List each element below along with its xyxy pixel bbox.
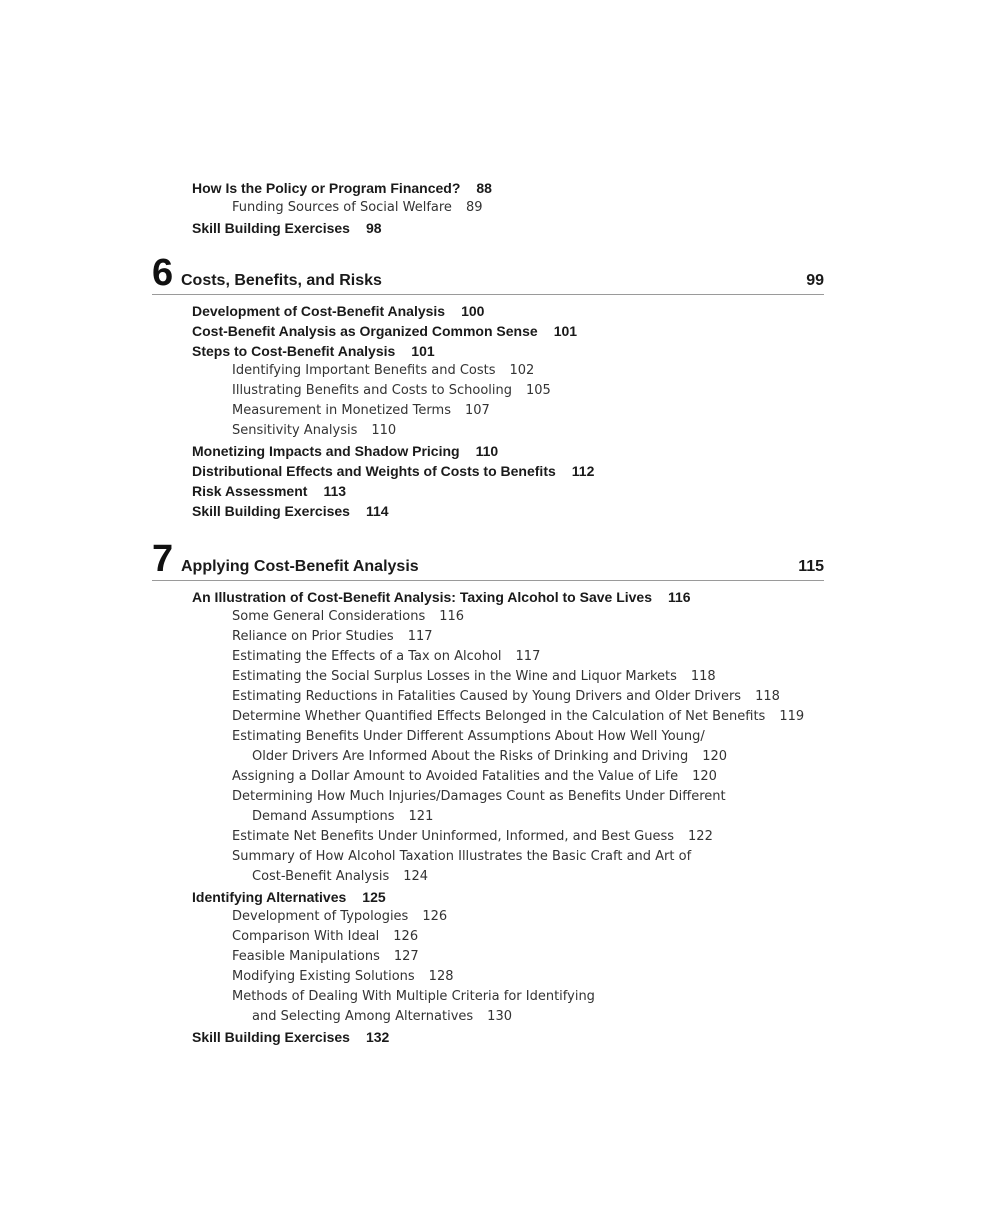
entry-page-number: 116 <box>439 609 465 624</box>
toc-subsection-entry[interactable] <box>252 868 428 886</box>
toc-subsection-entry[interactable] <box>232 608 464 626</box>
entry-title: How Is the Policy or Program Financed? <box>192 180 461 196</box>
entry-title: Determine Whether Quantified Effects Belonged in the Calculation of Net Benefits <box>232 709 766 724</box>
toc-section-entry[interactable] <box>192 322 577 340</box>
chapter-number: 6 <box>152 252 174 294</box>
entry-title: Distributional Effects and Weights of Costs to Benefits <box>192 463 556 479</box>
toc-subsection-entry[interactable] <box>232 199 482 217</box>
entry-page-number: 118 <box>690 669 716 684</box>
entry-page-number: 127 <box>393 949 419 964</box>
entry-page-number: 117 <box>515 649 541 664</box>
entry-title: Feasible Manipulations <box>232 949 380 964</box>
entry-page-number: 132 <box>365 1029 390 1045</box>
toc-subsection-entry[interactable] <box>232 668 716 686</box>
entry-page-number: 89 <box>465 200 483 215</box>
entry-page-number: 107 <box>464 403 490 418</box>
entry-title: Skill Building Exercises <box>192 220 350 236</box>
toc-section-entry[interactable] <box>192 888 386 906</box>
entry-title: Summary of How Alcohol Taxation Illustrates the Basic Craft and Art of <box>232 849 692 864</box>
entry-title: Cost-Benefit Analysis <box>252 869 390 884</box>
toc-section-entry[interactable] <box>192 588 691 606</box>
entry-title: Methods of Dealing With Multiple Criteria for Identifying <box>232 989 595 1004</box>
entry-title: Development of Typologies <box>232 909 409 924</box>
entry-title: Monetizing Impacts and Shadow Pricing <box>192 443 460 459</box>
toc-subsection-entry[interactable] <box>232 688 780 706</box>
toc-subsection-entry[interactable] <box>232 648 540 666</box>
entry-title: Reliance on Prior Studies <box>232 629 394 644</box>
toc-subsection-entry[interactable] <box>232 988 595 1006</box>
entry-title: Identifying Alternatives <box>192 889 347 905</box>
entry-title: An Illustration of Cost-Benefit Analysis: Taxing Alcohol to Save Lives <box>192 589 652 605</box>
entry-title: Determining How Much Injuries/Damages Count as Benefits Under Different <box>232 789 726 804</box>
toc-subsection-entry[interactable] <box>232 788 726 806</box>
toc-section-entry[interactable] <box>192 502 389 520</box>
chapter-title: Costs, Benefits, and Risks <box>181 272 382 289</box>
entry-page-number: 122 <box>688 829 713 844</box>
toc-subsection-entry[interactable] <box>232 768 717 786</box>
entry-page-number: 116 <box>668 589 691 605</box>
chapter-heading[interactable] <box>152 540 824 581</box>
entry-title: Estimating Benefits Under Different Assumptions About How Well Young/ <box>232 729 705 744</box>
entry-page-number: 112 <box>571 463 595 479</box>
entry-page-number: 126 <box>393 929 419 944</box>
toc-subsection-entry[interactable] <box>232 948 419 966</box>
toc-subsection-entry[interactable] <box>232 362 534 380</box>
entry-title: Estimating the Social Surplus Losses in the Wine and Liquor Markets <box>232 669 677 684</box>
toc-subsection-entry[interactable] <box>232 928 418 946</box>
toc-section-entry[interactable] <box>192 342 435 360</box>
toc-subsection-entry[interactable] <box>252 808 433 826</box>
toc-subsection-entry[interactable] <box>252 748 727 766</box>
toc-section-entry[interactable] <box>192 482 346 500</box>
toc-subsection-entry[interactable] <box>232 402 490 420</box>
toc-subsection-entry[interactable] <box>232 708 804 726</box>
entry-title: Illustrating Benefits and Costs to Schooling <box>232 383 512 398</box>
entry-title: Steps to Cost-Benefit Analysis <box>192 343 396 359</box>
entry-title: Cost-Benefit Analysis as Organized Common Sense <box>192 323 538 339</box>
toc-subsection-entry[interactable] <box>232 848 691 866</box>
entry-page-number: 119 <box>779 709 805 724</box>
chapter-number: 7 <box>152 538 174 580</box>
entry-title: Skill Building Exercises <box>192 1029 350 1045</box>
entry-title: Estimate Net Benefits Under Uninformed, Informed, and Best Guess <box>232 829 675 844</box>
entry-page-number: 124 <box>403 869 429 884</box>
toc-subsection-entry[interactable] <box>232 968 454 986</box>
entry-page-number: 98 <box>365 220 382 236</box>
entry-title: Estimating Reductions in Fatalities Caused by Young Drivers and Older Drivers <box>232 689 742 704</box>
chapter-page-number: 99 <box>806 272 824 289</box>
entry-title: Sensitivity Analysis <box>232 423 358 438</box>
entry-page-number: 101 <box>553 323 578 339</box>
entry-page-number: 110 <box>371 423 397 438</box>
toc-section-entry[interactable] <box>192 462 594 480</box>
entry-title: Measurement in Monetized Terms <box>232 403 451 418</box>
toc-section-entry[interactable] <box>192 442 498 460</box>
toc-subsection-entry[interactable] <box>232 828 713 846</box>
toc-subsection-entry[interactable] <box>232 628 433 646</box>
toc-subsection-entry[interactable] <box>252 1008 512 1026</box>
entry-title: Assigning a Dollar Amount to Avoided Fatalities and the Value of Life <box>232 769 679 784</box>
entry-page-number: 121 <box>408 809 434 824</box>
entry-title: Estimating the Effects of a Tax on Alcohol <box>232 649 502 664</box>
entry-page-number: 120 <box>692 769 717 784</box>
entry-page-number: 105 <box>526 383 551 398</box>
entry-title: Funding Sources of Social Welfare <box>232 200 452 215</box>
toc-section-entry[interactable] <box>192 1028 389 1046</box>
entry-page-number: 110 <box>475 443 499 459</box>
entry-page-number: 113 <box>323 483 347 499</box>
entry-title: Modifying Existing Solutions <box>232 969 415 984</box>
entry-title: Demand Assumptions <box>252 809 395 824</box>
entry-page-number: 126 <box>422 909 448 924</box>
entry-page-number: 128 <box>428 969 454 984</box>
chapter-heading[interactable] <box>152 254 824 295</box>
chapter-title: Applying Cost-Benefit Analysis <box>181 558 419 575</box>
toc-subsection-entry[interactable] <box>232 382 551 400</box>
entry-title: Some General Considerations <box>232 609 426 624</box>
entry-title: Older Drivers Are Informed About the Risks of Drinking and Driving <box>252 749 689 764</box>
toc-section-entry[interactable] <box>192 302 484 320</box>
chapter-page-number: 115 <box>798 558 824 575</box>
toc-section-entry[interactable] <box>192 179 492 197</box>
entry-page-number: 88 <box>476 180 492 196</box>
entry-title: Development of Cost-Benefit Analysis <box>192 303 446 319</box>
toc-subsection-entry[interactable] <box>232 422 396 440</box>
entry-page-number: 130 <box>487 1009 512 1024</box>
entry-title: Identifying Important Benefits and Costs <box>232 363 496 378</box>
toc-subsection-entry[interactable] <box>232 908 447 926</box>
entry-page-number: 120 <box>702 749 728 764</box>
toc-section-entry[interactable] <box>192 219 382 237</box>
entry-page-number: 114 <box>365 503 389 519</box>
entry-page-number: 100 <box>461 303 485 319</box>
entry-page-number: 118 <box>755 689 780 704</box>
entry-page-number: 125 <box>362 889 386 905</box>
entry-page-number: 101 <box>411 343 435 359</box>
toc-subsection-entry[interactable] <box>232 728 705 746</box>
entry-title: Risk Assessment <box>192 483 308 499</box>
entry-page-number: 117 <box>407 629 433 644</box>
entry-page-number: 102 <box>509 363 535 378</box>
entry-title: and Selecting Among Alternatives <box>252 1009 474 1024</box>
entry-title: Skill Building Exercises <box>192 503 350 519</box>
entry-title: Comparison With Ideal <box>232 929 380 944</box>
